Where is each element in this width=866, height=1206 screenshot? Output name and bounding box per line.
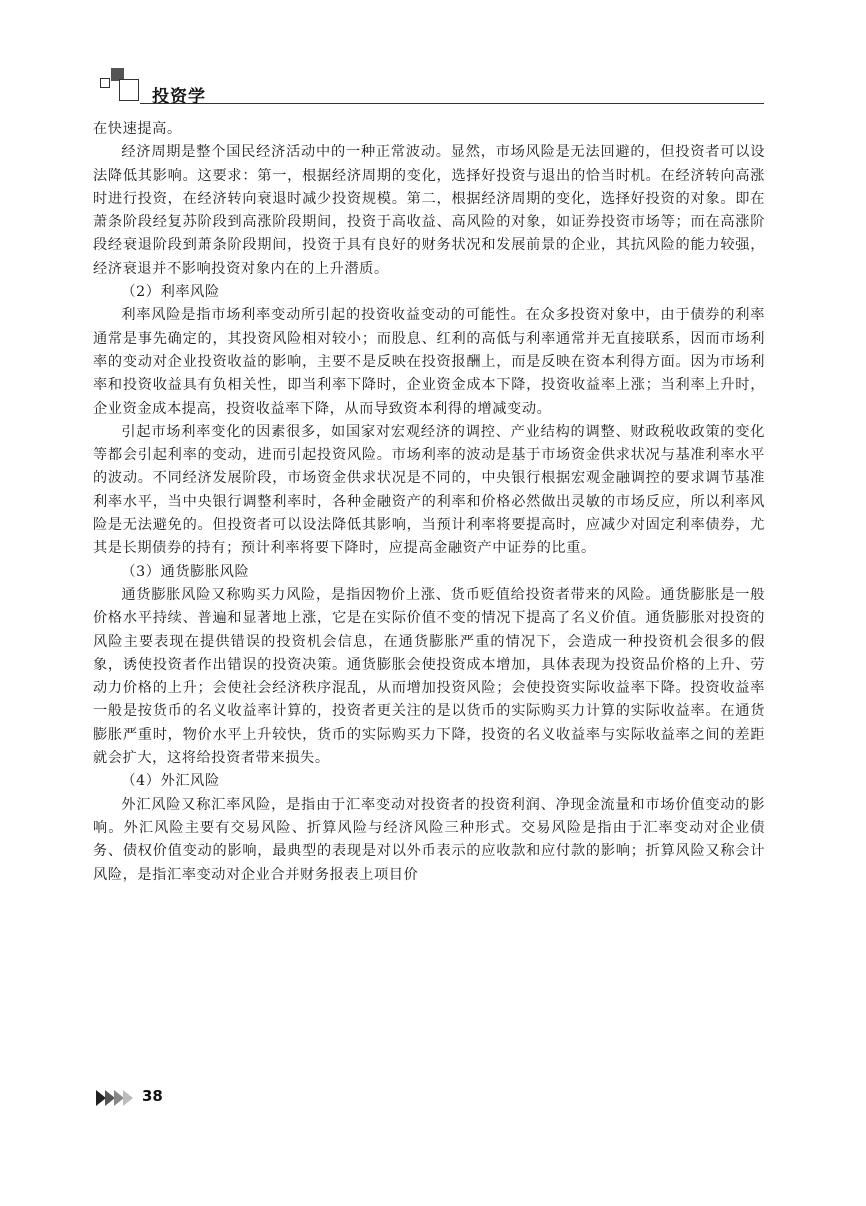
paragraph: 利率风险是指市场利率变动所引起的投资收益变动的可能性。在众多投资对象中，由于债券的利率通常是事先确定的，其投资风险相对较小；而股息、红利的高低与利率通常并无直接联系，因而市场利率的变动对企业投资收益的影响，主要不是反映在投资报酬上，而是反映在资本利得方面。因为市场利率和投资收益具有负相关性，即当利率下降时，企业资金成本下降，投资收益率上涨；当利率上升时，企业资金成本提高，投资收益率下降，从而导致资本利得的增减变动。 [93,307,765,417]
paragraph: 经济周期是整个国民经济活动中的一种正常波动。显然，市场风险是无法回避的，但投资者可以设法降低其影响。这要求：第一，根据经济周期的变化，选择好投资与退出的恰当时机。在经济转向高涨时进行投资，在经济转向衰退时减少投资规模。第二，根据经济周期的变化，选择好投资的对象。即在萧条阶段经复苏阶段到高涨阶段期间，投资于高收益、高风险的对象，如证券投资市场等；而在高涨阶段经衰退阶段到萧条阶段期间，投资于具有良好的财务状况和发展前景的企业，其抗风险的能力较强，经济衰退并不影响投资对象内在的上升潜质。 [93,144,765,277]
section-heading: （2）利率风险 [121,284,220,301]
paragraph: 引起市场利率变化的因素很多，如国家对宏观经济的调控、产业结构的调整、财政税收政策的变化等都会引起利率的变动，进而引起投资风险。市场利率的波动是基于市场资金供求状况与基准利率水平的波动。不同经济发展阶段，市场资金供求状况是不同的，中央银行根据宏观金融调控的要求调节基准利率水平，当中央银行调整利率时，各种金融资产的利率和价格必然做出灵敏的市场反应，所以利率风险是无法避免的。但投资者可以设法降低其影响，当预计利率将要提高时，应减少对固定利率债券，尤其是长期债券的持有；预计利率将要下降时，应提高金融资产中证券的比重。 [93,423,765,557]
chevron-right-icon [123,1090,133,1106]
running-title: 投资学 [152,87,206,107]
book-logo-icon [100,68,148,104]
section-heading: （4）外汇风险 [121,773,220,790]
paragraph: 外汇风险又称汇率风险，是指由于汇率变动对投资者的投资利润、净现金流量和市场价值变动的影响。外汇风险主要有交易风险、折算风险与经济风险三种形式。交易风险是指由于汇率变动对企业债务、债权价值变动的影响，最典型的表现是对以外币表示的应收款和应付款的影响；折算风险又称会计风险，是指汇率变动对企业合并财务报表上项目价 [93,796,765,883]
header-rule [140,103,764,104]
page-body [93,118,765,887]
section-heading: （3）通货膨胀风险 [121,563,250,580]
page-number: 38 [142,1087,163,1105]
page-header [100,68,764,107]
paragraph: 通货膨胀风险又称购买力风险，是指因物价上涨、货币贬值给投资者带来的风险。通货膨胀是一般价格水平持续、普遍和显著地上涨，它是在实际价值不变的情况下提高了名义价值。通货膨胀对投资的风险主要表现在提供错误的投资机会信息，在通货膨胀严重的情况下，会造成一种投资机会很多的假象，诱使投资者作出错误的投资决策。通货膨胀会使投资成本增加，具体表现为投资品价格的上升、劳动力价格的上升；会使社会经济秩序混乱，从而增加投资风险；会使投资实际收益率下降。投资收益率一般是按货币的名义收益率计算的，投资者更关注的是以货币的实际购买力计算的实际收益率。在通货膨胀严重时，物价水平上升较快，货币的实际购买力下降，投资的名义收益率与实际收益率之间的差距就会扩大，这将给投资者带来损失。 [93,586,765,767]
paragraph: 在快速提高。 [93,121,182,137]
